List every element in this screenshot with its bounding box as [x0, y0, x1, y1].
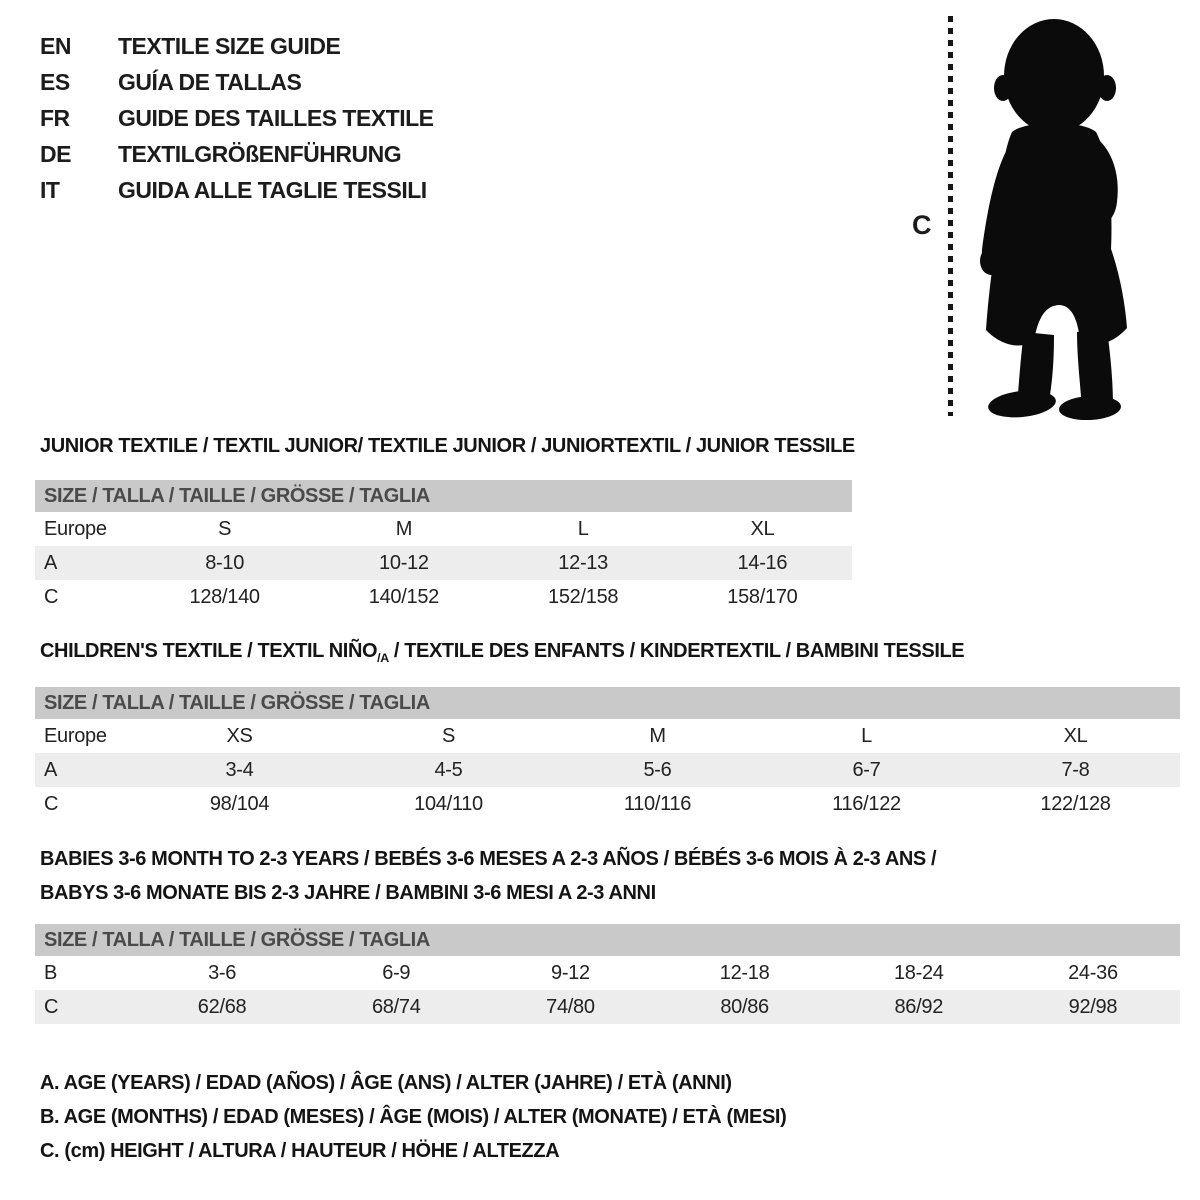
language-row-fr	[40, 100, 434, 136]
age-value: 8-10	[205, 551, 245, 574]
guide-title: TEXTILGRÖßENFÜHRUNG	[118, 140, 402, 167]
language-title-list	[40, 28, 434, 208]
height-value: 140/152	[368, 585, 439, 608]
age-value: 10-12	[379, 551, 429, 574]
language-code: EN	[40, 32, 71, 59]
heading-text: / TEXTILE DES ENFANTS / KINDERTEXTIL / BAMBINI TESSILE	[388, 640, 965, 662]
height-value: 92/98	[1068, 995, 1118, 1018]
note-age-months: B. AGE (MONTHS) / EDAD (MESES) / ÂGE (MOIS) / ALTER (MONATE) / ETÀ (MESI)	[40, 1106, 787, 1128]
row-label: A	[44, 758, 58, 781]
guide-title: GUIDE DES TAILLES TEXTILE	[118, 104, 434, 131]
junior-column-header-row	[35, 512, 852, 546]
babies-size-header-bar: SIZE / TALLA / TAILLE / GRÖSSE / TAGLIA	[35, 924, 1180, 956]
language-code: FR	[40, 104, 70, 131]
height-value: 80/86	[720, 995, 769, 1018]
height-value: 86/92	[894, 995, 944, 1018]
height-value: 122/128	[1040, 792, 1111, 815]
row-label: C	[44, 792, 59, 815]
age-value: 6-7	[852, 758, 881, 781]
months-value: 6-9	[382, 961, 411, 984]
children-size-header-bar: SIZE / TALLA / TAILLE / GRÖSSE / TAGLIA	[35, 687, 1180, 719]
guide-title: GUÍA DE TALLAS	[118, 68, 302, 95]
size-column-header: L	[577, 517, 589, 540]
language-row-de	[40, 136, 434, 172]
row-label: C	[44, 995, 59, 1018]
junior-size-table	[35, 512, 852, 614]
children-height-row	[35, 787, 1180, 821]
note-age-years: A. AGE (YEARS) / EDAD (AÑOS) / ÂGE (ANS) / ALTER (JAHRE) / ETÀ (ANNI)	[40, 1072, 732, 1094]
months-value: 24-36	[1068, 961, 1118, 984]
junior-age-row	[35, 546, 852, 580]
region-label: Europe	[44, 724, 107, 747]
junior-size-header-bar: SIZE / TALLA / TAILLE / GRÖSSE / TAGLIA	[35, 480, 852, 512]
children-section-heading	[40, 640, 964, 665]
size-column-header: L	[861, 724, 872, 747]
size-column-header: S	[218, 517, 232, 540]
age-value: 7-8	[1061, 758, 1090, 781]
height-value: 116/122	[832, 792, 901, 815]
legend-notes	[40, 1066, 786, 1168]
row-label: B	[44, 961, 58, 984]
age-value: 5-6	[643, 758, 672, 781]
language-code: DE	[40, 140, 71, 167]
size-column-header: S	[441, 724, 456, 747]
babies-section-heading	[40, 842, 936, 910]
heading-subscript: /A	[377, 651, 389, 665]
age-value: 3-4	[225, 758, 254, 781]
region-label: Europe	[44, 517, 107, 540]
language-code: ES	[40, 68, 70, 95]
months-value: 12-18	[719, 961, 770, 984]
guide-title: GUIDA ALLE TAGLIE TESSILI	[118, 176, 427, 203]
months-value: 3-6	[208, 961, 237, 984]
language-row-en	[40, 28, 434, 64]
height-measure-dotted-line	[948, 16, 953, 416]
junior-height-row	[35, 580, 852, 614]
language-row-it	[40, 172, 434, 208]
height-value: 62/68	[197, 995, 247, 1018]
babies-height-row	[35, 990, 1180, 1024]
age-value: 12-13	[558, 551, 608, 574]
height-measure-label: C	[912, 210, 932, 240]
height-value: 98/104	[209, 792, 270, 815]
height-value: 74/80	[546, 995, 595, 1018]
size-column-header: M	[395, 517, 413, 540]
row-label: C	[44, 585, 59, 608]
height-value: 104/110	[414, 792, 483, 815]
size-column-header: M	[649, 724, 666, 747]
babies-heading-line2: BABYS 3-6 MONATE BIS 2-3 JAHRE / BAMBINI 3-6 MESI A 2-3 ANNI	[40, 882, 656, 904]
size-column-header: XL	[1063, 724, 1088, 747]
size-column-header: XL	[750, 517, 775, 540]
months-value: 9-12	[551, 961, 590, 984]
row-label: A	[44, 551, 58, 574]
babies-heading-line1: BABIES 3-6 MONTH TO 2-3 YEARS / BEBÉS 3-6 MESES A 2-3 AÑOS / BÉBÉS 3-6 MOIS À 2-3 ANS /	[40, 848, 937, 870]
height-value: 68/74	[371, 995, 421, 1018]
size-column-header: XS	[226, 724, 253, 747]
age-value: 14-16	[737, 551, 788, 574]
heading-text: CHILDREN'S TEXTILE / TEXTIL NIÑO	[40, 640, 378, 662]
babies-size-table	[35, 956, 1180, 1024]
babies-months-row	[35, 956, 1180, 990]
language-code: IT	[40, 176, 60, 203]
children-size-table	[35, 719, 1180, 821]
height-value: 158/170	[727, 585, 798, 608]
height-value: 110/116	[623, 792, 692, 815]
months-value: 18-24	[893, 961, 944, 984]
age-value: 4-5	[434, 758, 463, 781]
height-value: 128/140	[189, 585, 260, 608]
note-height-cm: C. (cm) HEIGHT / ALTURA / HAUTEUR / HÖHE / ALTEZZA	[40, 1140, 560, 1162]
children-age-row	[35, 753, 1180, 787]
children-column-header-row	[35, 719, 1180, 753]
toddler-silhouette	[960, 14, 1142, 420]
junior-section-heading: JUNIOR TEXTILE / TEXTIL JUNIOR/ TEXTILE JUNIOR / JUNIORTEXTIL / JUNIOR TESSILE	[40, 435, 855, 457]
guide-title: TEXTILE SIZE GUIDE	[118, 32, 341, 59]
height-value: 152/158	[548, 585, 619, 608]
language-row-es	[40, 64, 434, 100]
